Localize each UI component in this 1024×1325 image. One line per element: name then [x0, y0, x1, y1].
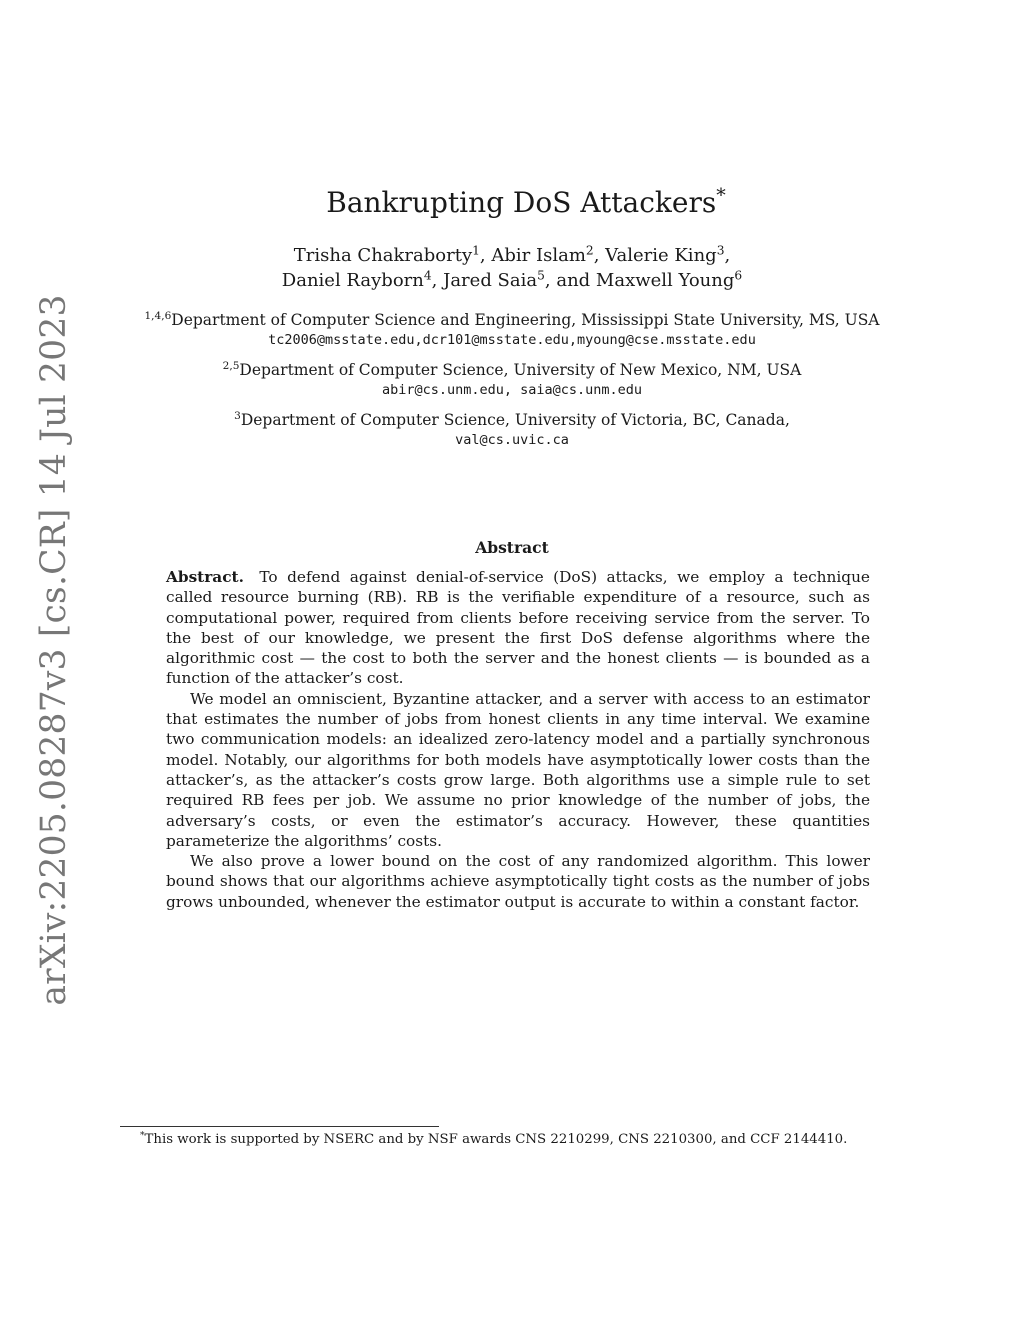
- footnote-text: This work is supported by NSERC and by NSF awards CNS 2210299, CNS 2210300, and CCF 2144410.: [144, 1132, 848, 1147]
- footnote-divider: [120, 1126, 439, 1127]
- affiliation-emails: tc2006@msstate.edu,dcr101@msstate.edu,myoung@cse.msstate.edu: [268, 332, 756, 348]
- affiliation-line: [0, 360, 1024, 380]
- affiliation-block: [0, 360, 1024, 400]
- author-mark: 5: [537, 268, 545, 283]
- author-separator: ,: [724, 245, 731, 266]
- author-name: Maxwell Young: [595, 270, 735, 291]
- title-text: Bankrupting DoS Attackers: [326, 186, 717, 219]
- affiliation-line: [0, 310, 1024, 330]
- author-mark: 2: [585, 243, 594, 258]
- author-separator: ,: [593, 245, 606, 266]
- author-mark: 4: [423, 268, 432, 283]
- affiliation-text: Department of Computer Science, University of New Mexico, NM, USA: [239, 361, 802, 379]
- author-line-2: [0, 268, 1024, 293]
- arxiv-side-stamp: arXiv:2205.08287v3 [cs.CR] 14 Jul 2023: [34, 294, 74, 1006]
- affiliation-mark: 2,5: [222, 360, 240, 373]
- author-list: [0, 243, 1024, 293]
- author-mark: 1: [472, 243, 480, 258]
- abstract-paragraph: We also prove a lower bound on the cost of any randomized algorithm. This lower bound shows that our algorithms achieve asymptotically tight costs as the number of jobs grows unbounded, whenever the estimator output is accurate to within a constant factor.: [166, 852, 870, 911]
- author-line-1: [0, 243, 1024, 268]
- author-name: Valerie King: [605, 245, 717, 266]
- author-name: Abir Islam: [491, 245, 586, 266]
- affiliation-emails: abir@cs.unm.edu, saia@cs.unm.edu: [381, 382, 643, 398]
- affiliation-mark: 3: [234, 410, 241, 423]
- author-name: Jared Saia: [443, 270, 538, 291]
- abstract-lead: Abstract.: [166, 568, 244, 586]
- abstract-text: To defend against denial-of-service (DoS) attacks, we employ a technique called resource burning (RB). RB is the verifiable expenditure of a resource, such as computational power, required from clients before receiving service from the server. To the best of our knowledge, we present the first DoS defense algorithms where the algorithmic cost — the cost to both the server and the honest clients — is bounded as a function of the attacker’s cost.: [166, 568, 870, 688]
- author-separator: , and: [544, 270, 596, 291]
- affiliation-block: [0, 410, 1024, 450]
- author-separator: ,: [431, 270, 444, 291]
- affiliation-emails: val@cs.uvic.ca: [455, 432, 569, 448]
- footnote: [140, 1132, 900, 1147]
- author-separator: ,: [479, 245, 492, 266]
- affiliation-mark: 1,4,6: [144, 310, 172, 323]
- affiliation-block: [0, 310, 1024, 350]
- affiliation-text: Department of Computer Science and Engineering, Mississippi State University, MS, USA: [171, 311, 880, 329]
- author-name: Daniel Rayborn: [281, 270, 424, 291]
- author-name: Trisha Chakraborty: [293, 245, 473, 266]
- abstract-heading: Abstract: [475, 538, 549, 557]
- abstract-paragraph: We model an omniscient, Byzantine attacker, and a server with access to an estimator that estimates the number of jobs from honest clients in any time interval. We examine two communication models: an idealized zero-latency model and a partially synchronous model. Notably, our algorithms for both models have asymptotically lower costs than the attacker’s, as the attacker’s costs grow large. Both algorithms use a simple rule to set required RB fees per job. We assume no prior knowledge of the number of jobs, the adversary’s costs, or even the estimator’s accuracy. However, these quantities parameterize the algorithms’ costs.: [166, 689, 870, 850]
- abstract-body: [166, 567, 870, 912]
- title-footnote-mark: *: [716, 184, 726, 207]
- affiliation-line: [0, 410, 1024, 430]
- footnote-mark: *: [140, 1131, 145, 1142]
- affiliation-text: Department of Computer Science, University of Victoria, BC, Canada,: [240, 411, 790, 429]
- abstract-paragraph: [166, 567, 870, 689]
- author-mark: 6: [734, 268, 743, 283]
- author-mark: 3: [716, 243, 725, 258]
- paper-title: [14, 186, 1024, 219]
